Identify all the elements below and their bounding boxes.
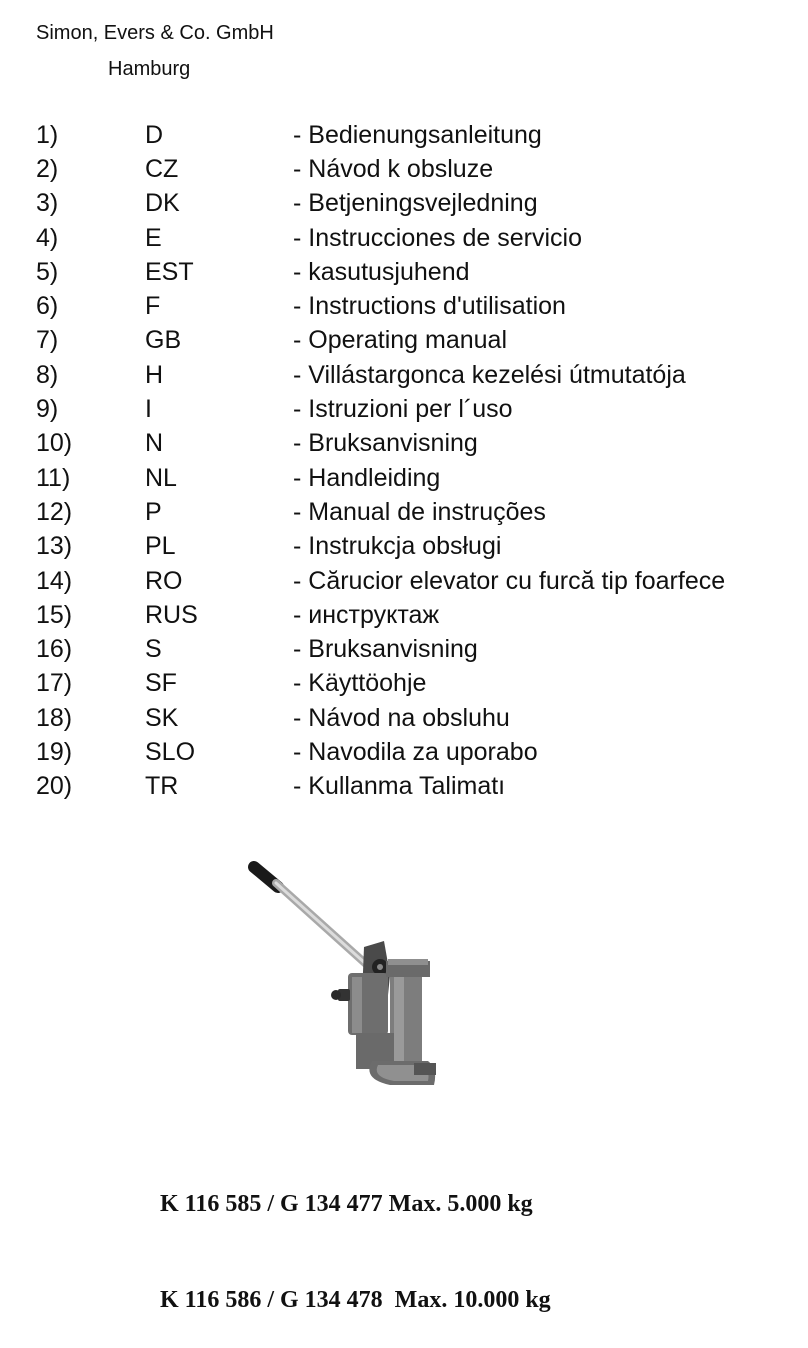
language-code: I: [145, 395, 152, 424]
manual-title: - Navodila za uporabo: [293, 737, 538, 766]
manual-row: [36, 152, 796, 186]
language-code: SLO: [145, 737, 196, 766]
manual-row: [36, 495, 796, 529]
manual-row: [36, 118, 796, 152]
manual-title: - Käyttöohje: [293, 669, 427, 698]
manual-row: [36, 735, 796, 769]
language-code: TR: [145, 772, 179, 801]
manual-row: [36, 358, 796, 392]
language-code: RUS: [145, 600, 198, 629]
manual-number: 7): [36, 326, 59, 355]
language-code: EST: [145, 257, 194, 286]
manual-number: 19): [36, 737, 73, 766]
language-code: E: [145, 223, 162, 252]
manual-number: 9): [36, 395, 59, 424]
manual-row: [36, 221, 796, 255]
manual-number: 4): [36, 223, 59, 252]
language-code: D: [145, 120, 164, 149]
language-code: S: [145, 635, 162, 664]
manual-title: - Návod na obsluhu: [293, 703, 510, 732]
language-code: NL: [145, 463, 177, 492]
company-city: Hamburg: [108, 58, 191, 80]
manual-title: - Bruksanvisning: [293, 635, 478, 664]
company-name: Simon, Evers & Co. GmbH: [36, 22, 274, 44]
manual-row: [36, 392, 796, 426]
manual-row: [36, 667, 796, 701]
model-specifications: [160, 1124, 551, 1348]
manual-row: [36, 187, 796, 221]
manual-title: - Instrucciones de servicio: [293, 223, 583, 252]
manual-number: 12): [36, 497, 73, 526]
language-code: SK: [145, 703, 179, 732]
manual-number: 8): [36, 360, 59, 389]
language-manual-list: [36, 118, 796, 804]
manual-title: - Bedienungsanleitung: [293, 120, 542, 149]
manual-number: 20): [36, 772, 73, 801]
manual-title: - Bruksanvisning: [293, 429, 478, 458]
manual-title: - Operating manual: [293, 326, 508, 355]
manual-number: 1): [36, 120, 59, 149]
manual-number: 18): [36, 703, 73, 732]
language-code: RO: [145, 566, 183, 595]
manual-row: [36, 564, 796, 598]
language-code: DK: [145, 189, 180, 218]
manual-row: [36, 701, 796, 735]
language-code: SF: [145, 669, 177, 698]
manual-number: 2): [36, 154, 59, 183]
language-code: P: [145, 497, 162, 526]
manual-number: 15): [36, 600, 73, 629]
manual-number: 17): [36, 669, 73, 698]
manual-row: [36, 530, 796, 564]
manual-row: [36, 770, 796, 804]
manual-number: 10): [36, 429, 73, 458]
model-spec-line-1: K 116 585 / G 134 477 Max. 5.000 kg: [160, 1191, 533, 1217]
model-spec-line-2: K 116 586 / G 134 478 Max. 10.000 kg: [160, 1287, 551, 1313]
manual-title: - инструктаж: [293, 600, 440, 629]
manual-number: 5): [36, 257, 59, 286]
manual-row: [36, 427, 796, 461]
manual-title: - kasutusjuhend: [293, 257, 470, 286]
manual-number: 6): [36, 292, 59, 321]
manual-title: - Betjeningsvejledning: [293, 189, 538, 218]
language-code: CZ: [145, 154, 179, 183]
manual-title: - Cărucior elevator cu furcă tip foarfece: [293, 566, 726, 595]
manual-number: 13): [36, 532, 73, 561]
manual-row: [36, 289, 796, 323]
language-code: GB: [145, 326, 182, 355]
manual-number: 16): [36, 635, 73, 664]
manual-title: - Kullanma Talimatı: [293, 772, 506, 801]
manual-row: [36, 632, 796, 666]
manual-title: - Manual de instruções: [293, 497, 546, 526]
manual-row: [36, 598, 796, 632]
language-code: N: [145, 429, 164, 458]
toe-jack-image: [238, 855, 438, 1095]
manual-title: - Villástargonca kezelési útmutatója: [293, 360, 686, 389]
language-code: PL: [145, 532, 176, 561]
manual-row: [36, 255, 796, 289]
manual-row: [36, 324, 796, 358]
manual-title: - Návod k obsluze: [293, 154, 494, 183]
language-code: H: [145, 360, 164, 389]
manual-number: 14): [36, 566, 73, 595]
manual-title: - Handleiding: [293, 463, 441, 492]
manual-title: - Instrukcja obsługi: [293, 532, 502, 561]
manual-number: 3): [36, 189, 59, 218]
manual-number: 11): [36, 463, 71, 492]
language-code: F: [145, 292, 161, 321]
manual-title: - Istruzioni per l´uso: [293, 395, 513, 424]
manual-row: [36, 461, 796, 495]
manual-title: - Instructions d'utilisation: [293, 292, 566, 321]
